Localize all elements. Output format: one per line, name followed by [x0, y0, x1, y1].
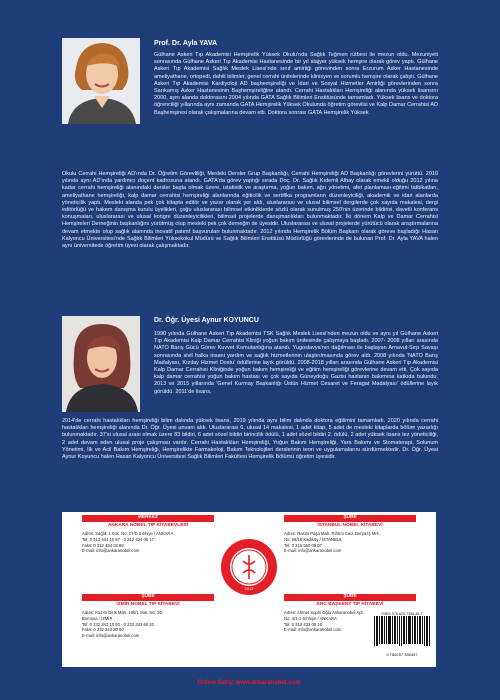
hq-addr: Adres: Sağlık 1 Sok. No: 17/D Sıhhiye / ANKARA [82, 531, 174, 536]
barcode-icon [372, 616, 432, 650]
logo-year: 2012 [244, 586, 254, 591]
krc-address [284, 610, 370, 633]
krc-tel: Tel: 0 312 432 05 16 [284, 621, 322, 627]
izm-addr1: Adres: Kazım Dirik Mah. 186/1 Sok. No: 3D [82, 610, 163, 615]
hq-name: ANKARA NOBEL TIP KİTABEVLERİ [107, 523, 189, 528]
ist-mail[interactable]: E-mail: info@ankaranobel.com [284, 548, 342, 554]
online-sales-link[interactable]: Online Satış: www.ankaranobel.com [197, 680, 301, 686]
ist-address [284, 531, 434, 554]
publisher-info-box [62, 512, 436, 667]
author-photo-aynur-koyuncu [62, 316, 140, 412]
hq-label: MERKEZ [137, 515, 159, 520]
izm-tel: Tel: 0 232 343 10 50 - 0 232 343 60 20 [82, 621, 154, 627]
author-bio-2-top: 1990 yılında Gülhane Askeri Tıp Akademisi TSK Sağlık Meslek Lisesi'nden mezun oldu ve aynı yıl Gülhane Askeri Tıp Akademisi Kalp Damar Cerrahisi Kliniği yoğun bakım ünitesinde çalışmaya başladı. 2007- 2008 yılları arasında NATO Barış Gücü Görev Kuvvet Komutanlığına atandı. Yugoslavya'nın dağılması ile başlayan Arnavut-Sırp Savaşı sonrasında sivil halka insani yardım ve sağlık hizmetlerinin ulaştırılmasında görev aldı. 2008 yılında 'NATO Barış Madalyası, Kızılay Hizmet Dostu' ödüllerine layık görüldü. 2008-2018 yılları arasında Gülhane Askeri Tıp Akademisi Kalp Damar Cerrahisi Kliniğinde yoğun bakım hemşireliği ve eğitim hemşireliği görevlerine devam etti. Çok sayıda kalp damar cerrahisi yoğun bakım hastası ve çok sayıda Güneydoğu Gazisi hastanın bakımına katkıda bulundu. 2013 ve 2015 yıllarında 'Genel Kurmay Başkanlığı Üstün Hizmet Cesaret ve Feragat Madalyası' ödüllerine layık görüldü. 2011'de lisans, [154, 331, 438, 395]
izm-label: ŞUBE [141, 594, 155, 599]
author-name-2: Dr. Öğr. Üyesi Aynur KOYUNCU [154, 317, 259, 324]
hq-address [82, 531, 232, 554]
author-bio-1-top: Gülhane Askeri Tıp Akademisi Hemşirelik Yüksek Okulu'nda Sağlık Teğmen rütbesi ile mezun oldu. Mezuniyeti sonrasında Gülhane Askeri Tıp Akademisi Hastanesinde bir yıl stajyer yüksek hemşire olarak görev yaptı. Gülhane Askeri Tıp Akademisi Sağlık Meslek Lisesi'nde sınıf amirliği görevinden sonra Erzurum Asker Hastanesinde ameliyathane, ortopedi, dahili bilimler, genel cerrahi ünitelerinde klinisyen ve sorumlu hemşire olarak çalıştı. Gülhane Askeri Tıp Akademisi Kardiyoloji AD başhemşireliği ve İdari ve Sosyal Hizmetler Amirliği görevlerinden sonra Sarıkamış Asker Hastanesinin Başhemşireliğine atandı. Cerrahi Hastalıkları Hemşireliği alanında yüksek lisansını 2000, aynı alanda doktorasını 2004 yılında GATA Sağlık Bilimleri Enstitüsünde tamamladı. Yüksek lisans ve doktora öğrenciliği yıllarında aynı zamanda GATA Hemşirelik Yüksek Okulunda öğretim görevlisi ve Kalp Damar Cerrahisi AD Başhemşiresi olarak çalışmalarına devam etti. Doktora sonrası GATA Hemşirelik Yüksek [154, 52, 438, 116]
isbn-text: ISBN: 978-625-7356-45-7 [381, 612, 423, 616]
portrait-2 [62, 316, 140, 412]
izm-name: İZMİR NOBEL TIP KİTABEVİ [116, 602, 180, 607]
ist-label: ŞUBE [343, 515, 357, 520]
hq-mail[interactable]: E-mail: info@ankaranobel.com [82, 548, 140, 554]
ist-name: İSTANBUL NOBEL KİTABEVİ [317, 523, 383, 528]
krc-mail[interactable]: E-mail: info@ankaranobel.com [284, 627, 342, 633]
izm-fax: Faks: 0 232 343 20 60 [82, 627, 124, 633]
publisher-logo [220, 538, 278, 596]
author-bio-2-full: 2014'de cerrahi hastalıkları hemşireliği bilim dalında yüksek lisans, 2019 yılında aynı bilim dalında doktora eğitimini tamamladı. 2020 yılında cerrahi hastalıkları hemşireliği alanında Dr. Öğr. Üyesi unvanı aldı. Uluslararası 6, ulusal 14 makalesi, 1 adet kitap, 5 adet de mesleki kitaplarda bölüm yazarlığı bulunmaktadır. 37'si ulusal arası olmak üzere 83 bildiri, 6 adet sözel bildiri birincilik ödülü, 1 adet sözel bildiri 2. ödülü, 2 adet yüksek lisans tez yöneticiliği, 2 adet devam eden ulusal proje çalışması vardır. Cerrahi Hastalıkları Hemşireliği, Yoğun Bakım Hemşireliği, Yara Bakımı ve Stomaterapi, Solunum Yönetimi, İlk ve Acil Bakım Hemşireliği, Hemşirelikte Farmakoloji, Bakım Teknolojileri derslerinin teori ve uygulamalarını sürdürmektedir. Dr. Öğr. Üyesi Aynur Koyuncu halen Hasan Kalyoncu Üniversitesi Sağlık Bilimleri Fakültesi Hemşirelik Bölümü öğretim üyesidir. [62, 418, 438, 461]
portrait-1 [62, 38, 140, 124]
izm-addr2: Bornova / İZMİR [82, 615, 113, 621]
krc-addr1: Adres: Ahmet Suphi Oğlu Ankaranobel Apt. No: 4/1-2 Sıhhiye / ANKARA [284, 610, 364, 621]
izm-mail[interactable]: E-mail: info@ankaranobel.com [82, 633, 140, 639]
author-bio-1-full: Okulu Cerrahi Hemşireliği AD'ında Dr. Öğretim Görevliliği, Mesleki Dersler Grup Başkanlığı, Cerrahi Hemşireliği AD Başkanlığı görevlerini yürüttü. 2010 yılında aynı AD'ında yardımcı doçent kadrosuna atandı. GATA'da görev yaptığı sırada Doç. Dr. Sağlık Kıdemli Albay olarak emekli olduğu 2012 yılına kadar cerrahi hemşireliği alanındaki dersler başta olmak üzere, istatistik ve araştırma, yoğun bakım, ağrı yönetimi, afet planlaması-eğitimi tatbikatları, ameliyathane hemşireliği, kalp damar cerrahisi hemşireliği alanlarında eğiticilik ve sertifika programların düzenleyiciliği, akademik ve idari alanlarda yöneticilik yaptı. Mesleki alanda pek çok kitapta editör ve yazar olarak yer aldı, uluslararası ve ulusal bilimsel dergilerde çok sayıda makalesi, dergi editörlüğü ve hakem danışma kurulu üyelikleri, çoğu uluslararası bilimsel etkinliklerde sözlü olarak sunulmuş 250'nin üzerinde bildirisi, davetli konferans konuşmaları, uluslararası ve ulusal kongre düzenleyicilikleri, bilimsel projelerde danışmanlıkları bulunmaktadır. İki dönem Kalp ve Damar Cerrahisi Hemşireleri Derneğinin başkanlığını yürütmüş olup mesleki pek çok derneğin de üyesidir. Uluslararası ve ulusal projelerde yürütücü olarak araştırmalarına devam etmekte olup sağlık alanında inovatif patent başvuruları bulunmaktadır. 2012 yılında Hemşirelik Bölüm Başkanı olarak göreve başladığı Hasan Kalyoncu Üniversitesi'nde Sağlık Bilimleri Yüksekokul Müdürü ve Sağlık Bilimleri Enstitüsü Müdürlüğü görevlerinde de bulunan Prof. Dr. Ayla YAVA halen aynı üniversitede öğretim üyesi olarak çalışmaktadır. [62, 171, 438, 250]
ist-addr2: No: 28/16 Kadıköy / İSTANBUL [284, 536, 343, 542]
izm-address [82, 610, 232, 639]
hq-tel: Tel: 0 312 434 10 87 - 0 312 434 05 17 [82, 536, 154, 542]
ist-tel: Tel: 0 216 550 09 07 [284, 542, 322, 548]
author-name-1: Prof. Dr. Ayla YAVA [154, 40, 218, 47]
logo-seal-icon [220, 538, 278, 596]
barcode-digits: 9 786257 356457 [386, 652, 418, 657]
isbn-barcode [372, 612, 432, 662]
krc-label: ŞUBE [343, 594, 357, 599]
krc-name: KRC BAŞKENT TIP KİTABEVİ [316, 602, 384, 607]
hq-fax: Faks: 0 312 434 02 99 [82, 542, 124, 548]
ist-addr1: Adres: Rasim Paşa Mah. Rıhtım Cad. Derya İş Mrk. [284, 531, 380, 536]
author-photo-ayla-yava [62, 38, 140, 124]
